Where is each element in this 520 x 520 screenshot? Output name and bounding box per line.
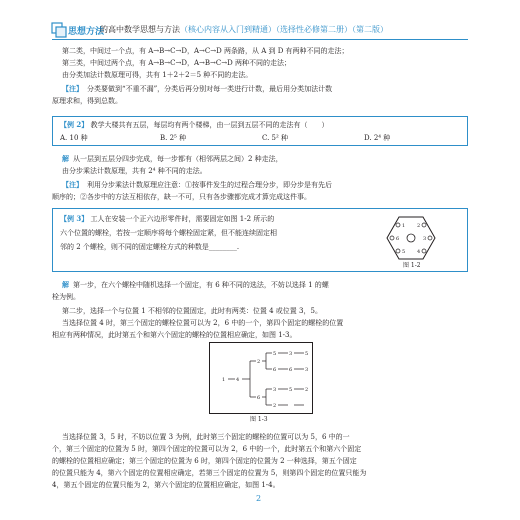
bolt-marker [390, 236, 394, 240]
text-line: 由分类加法计数原理可得，共有 1＋2＋2＝5 种不同的走法。 [62, 71, 253, 79]
solution-line: 第二步，选择一个与位置 1 不相邻的位置固定，此时有两类：位置 4 或位置 3，5。 [62, 307, 322, 315]
example-question-text: 教学大楼共有五层，每层均有两个楼梯，由一层到五层不同的走法有（ ） [90, 121, 329, 129]
example-3-line: 六个位置的螺栓，若按一定顺序将每个螺栓固定紧，但不能连续固定相 [60, 229, 277, 237]
bolt-label: 1 [402, 223, 406, 229]
example-3-line: 邻的 2 个螺栓，则不同的固定螺栓方式的种数是________. [60, 243, 240, 251]
bolt-marker [396, 249, 400, 253]
svg-text:思想方法: 思想方法 [68, 27, 105, 37]
tree-node: 6 [257, 395, 261, 401]
tree-node: 5 [289, 387, 293, 393]
note-line: 原理求和，得到总数。 [52, 97, 122, 105]
note-line [62, 180, 332, 190]
bolt-label: 5 [402, 249, 406, 255]
note-tag: 【注】 [62, 180, 83, 189]
page-header [52, 22, 468, 38]
tree-node: 1 [222, 377, 226, 383]
text-line: 的位置只能为 4，第六个固定的位置相应确定，若第三个固定的位置为 5，则第四个固定的位置只能为 [52, 469, 367, 477]
tree-node: 4 [236, 377, 240, 383]
tree-node: 3 [289, 351, 293, 357]
text-line: 4，第五个固定的位置只能为 2，第六个固定的位置相应确定，如图 1-4。 [52, 481, 280, 489]
tree-node: 6 [289, 367, 293, 373]
page-number: 2 [256, 494, 262, 503]
bolt-marker [396, 223, 400, 227]
choice-a: A. 10 种 [60, 134, 88, 142]
bolt-marker [422, 223, 426, 227]
header-subtitle: （核心内容从入门到精通）（选择性必修第二册）（第二版） [180, 25, 388, 34]
example-text: 工人在安装一个正六边形零件时，需要固定如图 1-2 所示的 [90, 215, 275, 223]
choice-b: B. 2⁵ 种 [160, 134, 187, 142]
solution-line [62, 154, 283, 164]
solution-text: 从一层到五层分四步完成，每一步都有（相邻两层之间）2 种走法， [73, 155, 283, 163]
bolt-marker [428, 236, 432, 240]
tree-diagram-frame [209, 342, 313, 414]
note-line: 顺序的；②各步中的方法互相依存，缺一不可，只有各步骤都完成才算完成这件事。 [52, 193, 311, 201]
header-rule [52, 39, 468, 40]
note-tag: 【注】 [62, 84, 83, 93]
tree-node: 3 [273, 387, 277, 393]
solution-tag: 解 [62, 280, 69, 289]
note-text: 利用分步乘法计数原理应注意：①按事件发生的过程合理分步，即分步是有先后 [87, 181, 332, 189]
solution-line: 由分步乘法计数原理，共有 2⁴ 种不同的走法。 [62, 167, 207, 175]
note-text: 分类要做到“不重不漏”，分类后再分别对每一类进行计数，最后用分类加法计数 [87, 85, 333, 93]
tree-node: 6 [273, 367, 277, 373]
example-tag: 【例 2】 [60, 120, 89, 129]
tree-node: 3 [305, 367, 309, 373]
bolt-label: 3 [423, 236, 427, 242]
text-line: 第二类，中间过一个点，有 A→B→C→D，A→C→D 两条路，从 A 到 D 有两种不同的走法； [62, 47, 349, 55]
example-tag: 【例 3】 [60, 214, 89, 223]
bolt-marker [422, 249, 426, 253]
text-line: 当选择位置 3，5 时，不妨以位置 3 为例，此时第三个固定的螺栓的位置可以为 5，6 中的一 [62, 433, 350, 441]
header-title [100, 24, 388, 35]
figure-caption: 图 1-3 [250, 416, 268, 423]
note-line [62, 84, 332, 94]
example-3-line [60, 214, 274, 224]
bolt-label: 2 [417, 223, 421, 229]
solution-tag: 解 [62, 154, 69, 163]
example-2-question [60, 120, 329, 130]
choice-c: C. 5² 种 [262, 134, 289, 142]
tree-node: 5 [273, 351, 277, 357]
bolt-label: 4 [417, 249, 421, 255]
tree-node: 2 [257, 359, 261, 365]
tree-node: 2 [273, 403, 277, 409]
figure-caption: 图 1-2 [403, 262, 421, 269]
solution-text: 第一步，在六个螺栓中随机选择一个固定，有 6 种不同的选法，不妨以选择 1 的螺 [73, 281, 329, 289]
choice-d: D. 2⁴ 种 [364, 134, 391, 142]
solution-line [62, 280, 329, 290]
text-line: 第三类，中间过两个点，有 A→B→C→D，A→B→C→D 两种不同的走法； [62, 59, 291, 67]
tree-diagram [210, 343, 314, 415]
header-title-main: 的高中数学思想与方法 [100, 25, 180, 34]
solution-line: 栓为例。 [52, 293, 80, 301]
hexagon-figure [386, 215, 436, 261]
solution-line: 当选择位置 4 时，第三个固定的螺栓位置可以为 2，6 中的一个，第四个固定的螺栓的位置 [62, 319, 344, 327]
center-hole [407, 234, 415, 242]
text-line: 的螺栓的位置相应确定；第三个固定的位置为 6 时，第四个固定的位置为 2 一种选择，第五个固定 [52, 457, 357, 465]
bolt-label: 6 [396, 236, 400, 242]
solution-line: 相应有两种情况，此时第五个和第六个固定的螺栓的位置相应确定，如图 1-3。 [52, 331, 297, 339]
tree-node: 2 [305, 387, 309, 393]
tree-node: 5 [305, 351, 309, 357]
text-line: 个，第三个固定的位置为 5 时，第四个固定的位置可以为 2，6 中的一个，此时第五个和第六个固定 [52, 445, 362, 453]
series-logo-icon [52, 22, 105, 38]
